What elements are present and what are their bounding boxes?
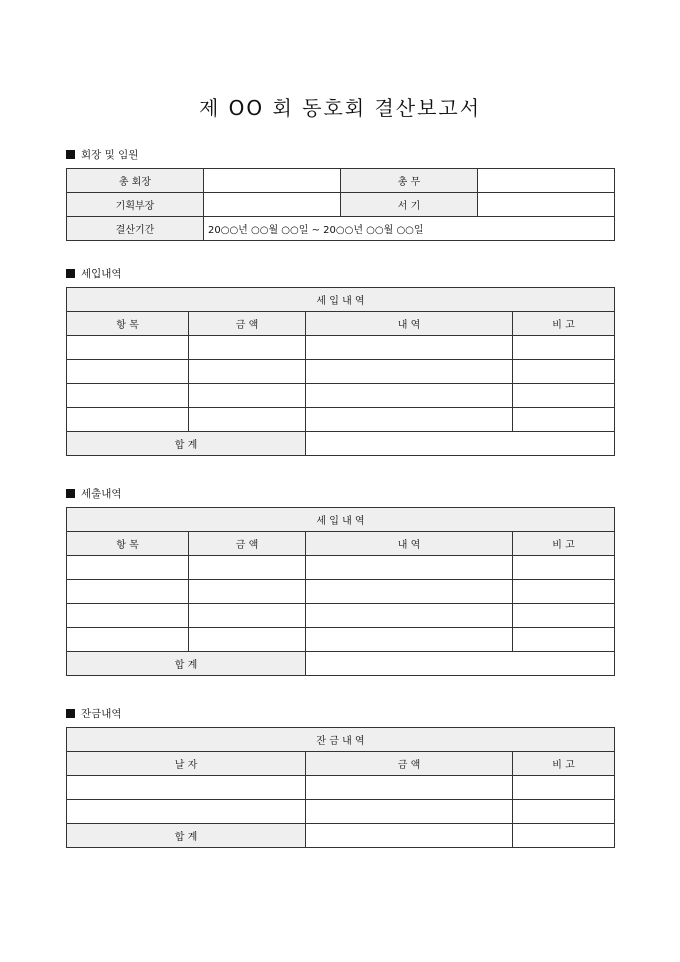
section-expense-text: 세출내역 [81,488,122,500]
expense-total-label: 합 계 [67,652,306,676]
income-table-header: 세 입 내 역 [67,288,615,312]
balance-total-remarks[interactable] [513,824,615,848]
cell[interactable] [189,556,306,580]
cell[interactable] [513,604,615,628]
cell[interactable] [67,628,189,652]
col-header-item: 항 목 [67,312,189,336]
col-header-details: 내 역 [306,532,513,556]
planning-value[interactable] [204,193,341,217]
cell[interactable] [513,800,615,824]
cell[interactable] [306,360,513,384]
expense-table-header: 세 입 내 역 [67,508,615,532]
officers-table [66,168,615,241]
section-income-text: 세입내역 [81,268,122,280]
cell[interactable] [67,800,306,824]
table-row [67,384,615,408]
cell[interactable] [189,628,306,652]
cell[interactable] [306,556,513,580]
president-label: 총 회장 [67,169,204,193]
col-header-remarks: 비 고 [513,752,615,776]
page-title: 제 OO 회 동호회 결산보고서 [198,96,482,120]
cell[interactable] [67,408,189,432]
cell[interactable] [513,628,615,652]
balance-total-label: 합 계 [67,824,306,848]
cell[interactable] [67,604,189,628]
cell[interactable] [189,360,306,384]
cell[interactable] [189,604,306,628]
cell[interactable] [306,580,513,604]
table-row [67,556,615,580]
square-bullet-icon [66,150,75,159]
income-total-label: 합 계 [67,432,306,456]
col-header-remarks: 비 고 [513,312,615,336]
square-bullet-icon [66,709,75,718]
col-header-remarks: 비 고 [513,532,615,556]
cell[interactable] [513,776,615,800]
table-row [67,336,615,360]
balance-table-header: 잔 금 내 역 [67,728,615,752]
planning-label: 기획부장 [67,193,204,217]
col-header-item: 항 목 [67,532,189,556]
square-bullet-icon [66,269,75,278]
table-row [67,360,615,384]
income-table [66,287,615,456]
general-affairs-value[interactable] [478,169,615,193]
period-value[interactable]: 20○○년 ○○월 ○○일 ~ 20○○년 ○○월 ○○일 [204,217,615,241]
cell[interactable] [306,384,513,408]
general-affairs-label: 총 무 [341,169,478,193]
col-header-amount: 금 액 [189,312,306,336]
section-income-label [66,266,122,281]
col-header-amount: 금 액 [306,752,513,776]
cell[interactable] [67,776,306,800]
section-balance-text: 잔금내역 [81,708,122,720]
table-row [67,800,615,824]
income-total-value[interactable] [306,432,615,456]
cell[interactable] [306,776,513,800]
section-officers-label [66,147,138,162]
col-header-date: 날 자 [67,752,306,776]
cell[interactable] [67,336,189,360]
cell[interactable] [189,336,306,360]
cell[interactable] [67,556,189,580]
section-officers-text: 회장 및 임원 [81,149,139,161]
cell[interactable] [189,384,306,408]
table-row [67,776,615,800]
expense-total-value[interactable] [306,652,615,676]
balance-table [66,727,615,848]
cell[interactable] [306,604,513,628]
cell[interactable] [67,580,189,604]
balance-total-amount[interactable] [306,824,513,848]
section-balance-label [66,706,122,721]
cell[interactable] [189,408,306,432]
table-row [67,408,615,432]
cell[interactable] [513,408,615,432]
cell[interactable] [513,360,615,384]
president-value[interactable] [204,169,341,193]
table-row [67,580,615,604]
square-bullet-icon [66,489,75,498]
section-expense-label [66,486,122,501]
table-row [67,604,615,628]
secretary-value[interactable] [478,193,615,217]
expense-table [66,507,615,676]
cell[interactable] [67,360,189,384]
cell[interactable] [306,800,513,824]
period-label: 결산기간 [67,217,204,241]
cell[interactable] [513,384,615,408]
cell[interactable] [306,336,513,360]
secretary-label: 서 기 [341,193,478,217]
col-header-amount: 금 액 [189,532,306,556]
col-header-details: 내 역 [306,312,513,336]
table-row [67,628,615,652]
cell[interactable] [513,556,615,580]
cell[interactable] [306,628,513,652]
cell[interactable] [513,580,615,604]
cell[interactable] [67,384,189,408]
cell[interactable] [306,408,513,432]
cell[interactable] [189,580,306,604]
cell[interactable] [513,336,615,360]
